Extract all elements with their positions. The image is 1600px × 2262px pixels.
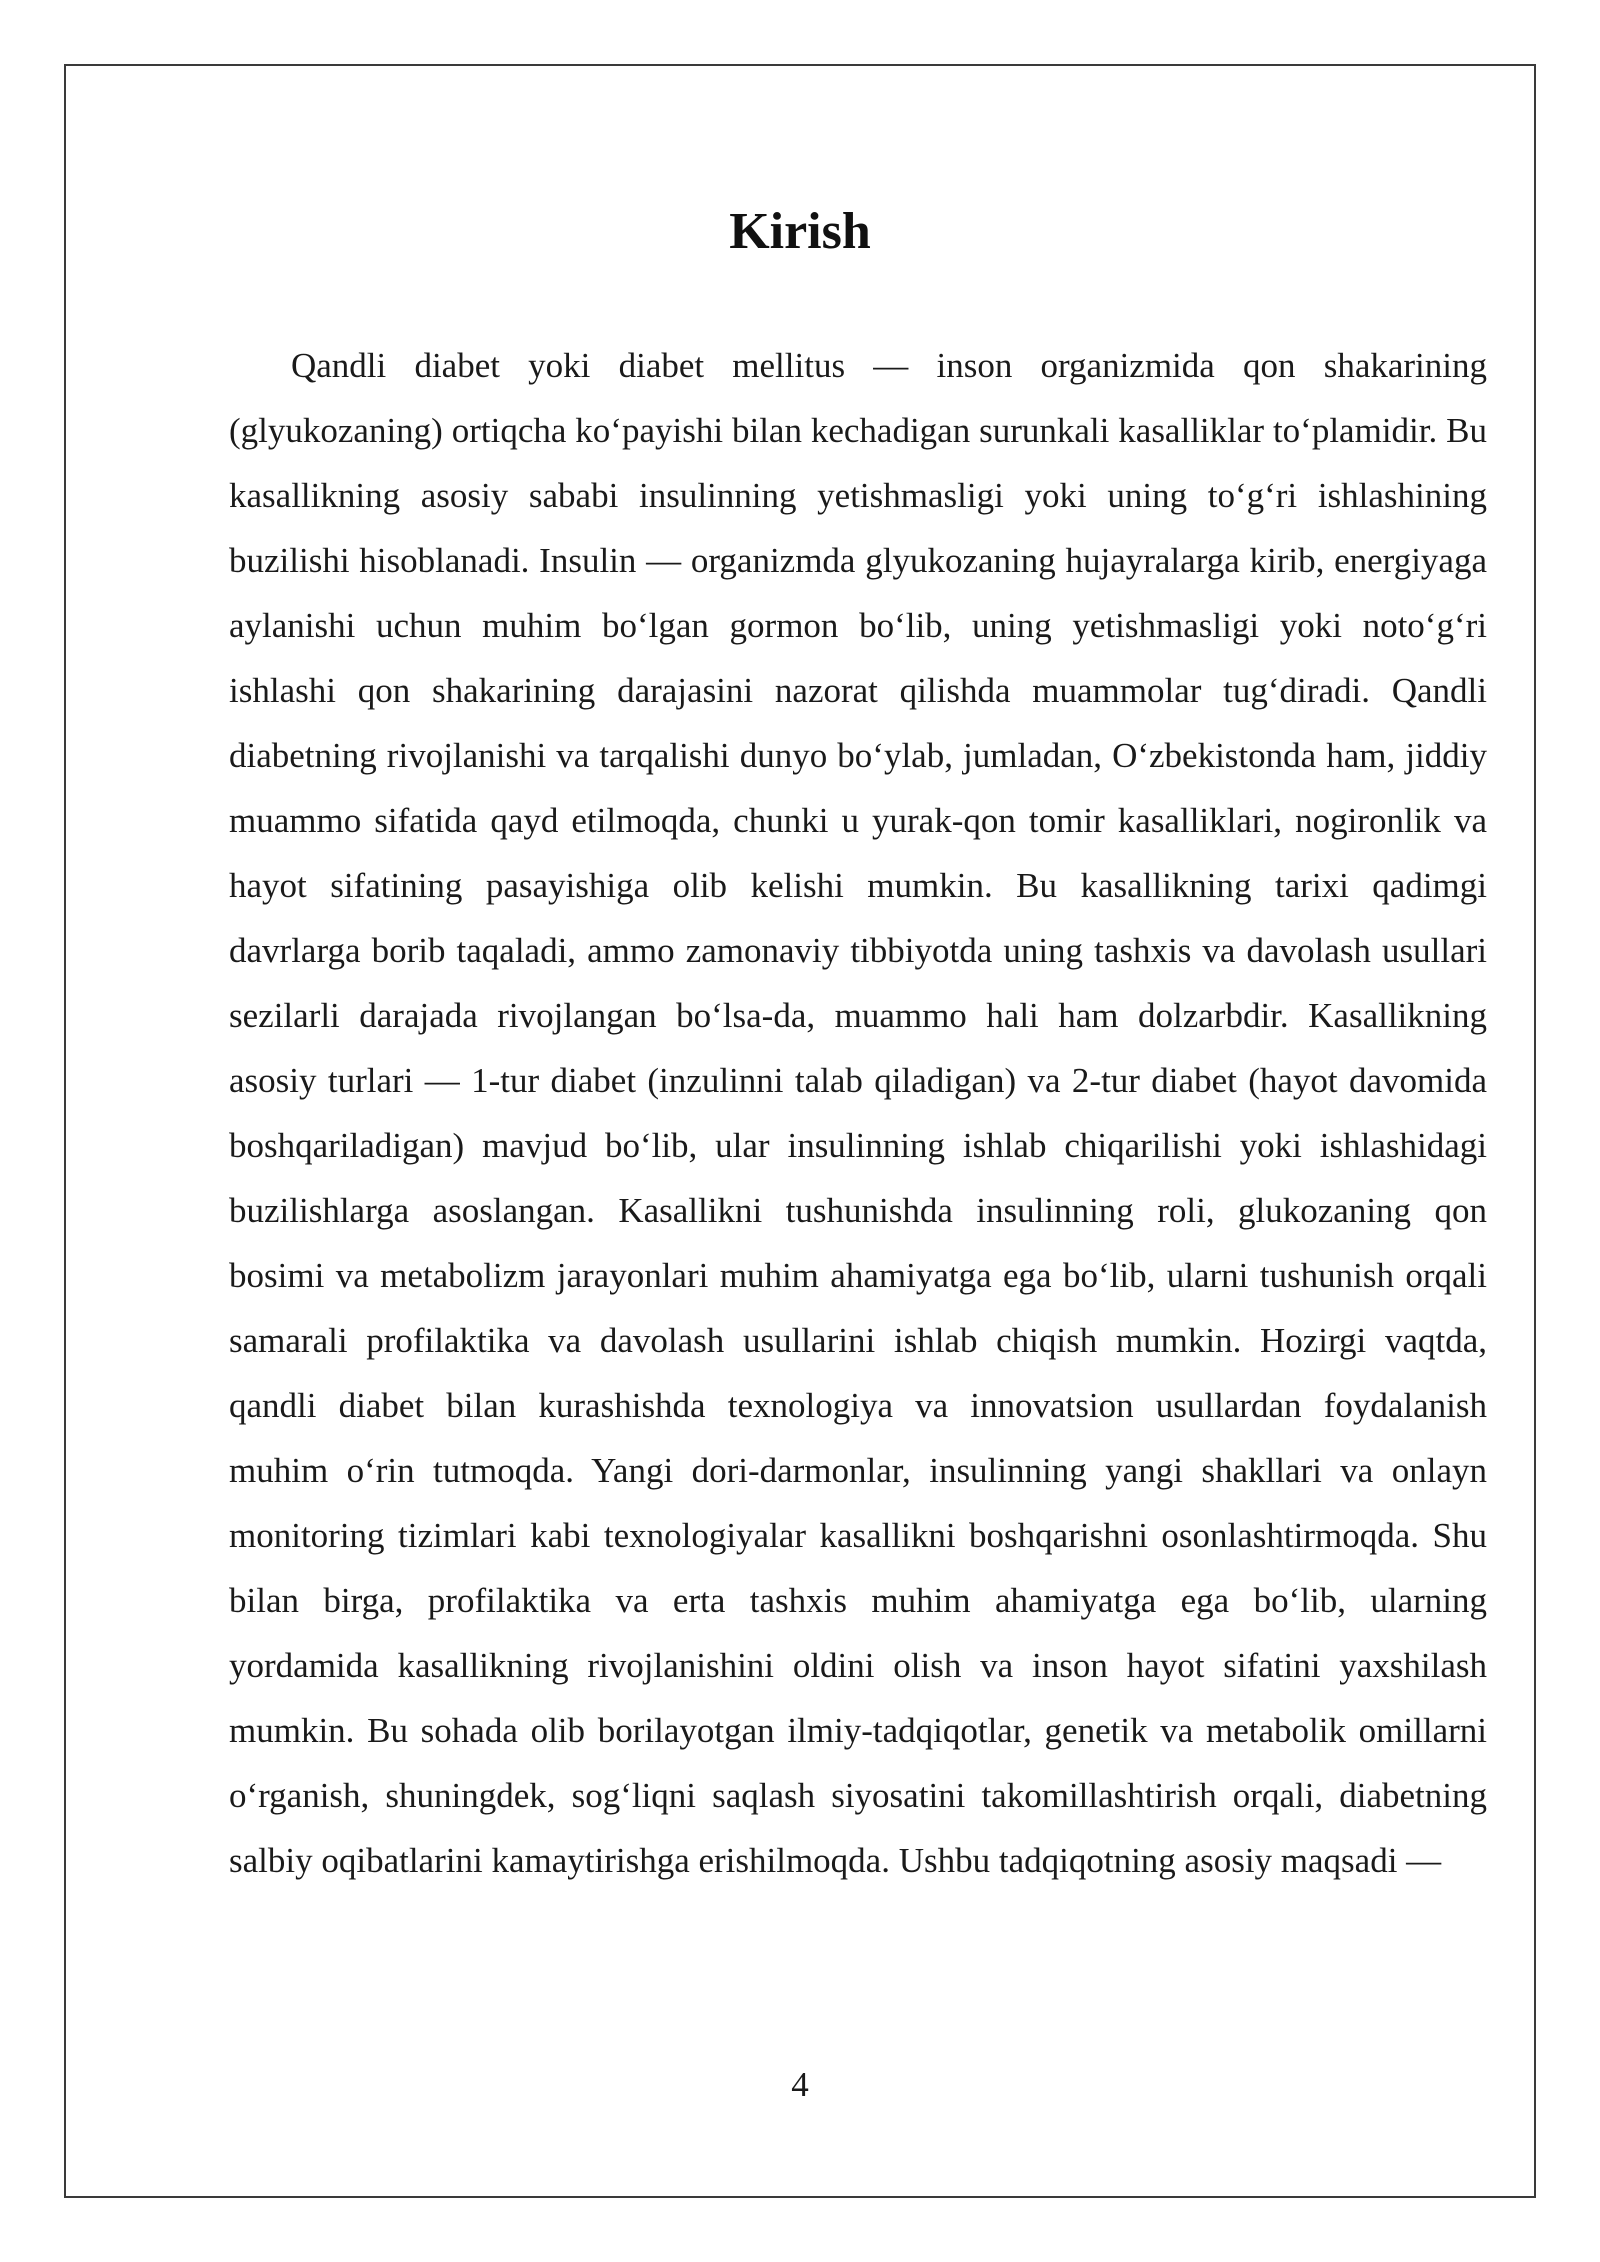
page-number: 4 xyxy=(791,2065,809,2104)
page-title: Kirish xyxy=(729,203,871,260)
body-paragraph: Qandli diabet yoki diabet mellitus — inson organizmida qon shakarining (glyukozaning) ortiqcha koʻpayishi bilan kechadigan surunkali kasalliklar toʻplamidir. Bu kasallikning asosiy sababi insulinning yetishmasligi yoki uning toʻgʻri ishlashining buzilishi hisoblanadi. Insulin — organizmda glyukozaning hujayralarga kirib, energiyaga aylanishi uchun muhim boʻlgan gormon boʻlib, uning yetishmasligi yoki notoʻgʻri ishlashi qon shakarining darajasini nazorat qilishda muammolar tugʻdiradi. Qandli diabetning rivojlanishi va tarqalishi dunyo boʻylab, jumladan, Oʻzbekistonda ham, jiddiy muammo sifatida qayd etilmoqda, chunki u yurak-qon tomir kasalliklari, nogironlik va hayot sifatining pasayishiga olib kelishi mumkin. Bu kasallikning tarixi qadimgi davrlarga borib taqaladi, ammo zamonaviy tibbiyotda uning tashxis va davolash usullari sezilarli darajada rivojlangan boʻlsa-da, muammo hali ham dolzarbdir. Kasallikning asosiy turlari — 1-tur diabet (inzulinni talab qiladigan) va 2-tur diabet (hayot davomida boshqariladigan) mavjud boʻlib, ular insulinning ishlab chiqarilishi yoki ishlashidagi buzilishlarga asoslangan. Kasallikni tushunishda insulinning roli, glukozaning qon bosimi va metabolizm jarayonlari muhim ahamiyatga ega boʻlib, ularni tushunish orqali samarali profilaktika va davolash usullarini ishlab chiqish mumkin. Hozirgi vaqtda, qandli diabet bilan kurashishda texnologiya va innovatsion usullardan foydalanish muhim oʻrin tutmoqda. Yangi dori-darmonlar, insulinning yangi shakllari va onlayn monitoring tizimlari kabi texnologiyalar kasallikni boshqarishni osonlashtirmoqda. Shu bilan birga, profilaktika va erta tashxis muhim ahamiyatga ega boʻlib, ularning yordamida kasallikning rivojlanishini oldini olish va inson hayot sifatini yaxshilash mumkin. Bu sohada olib borilayotgan ilmiy-tadqiqotlar, genetik va metabolik omillarni oʻrganish, shuningdek, sogʻliqni saqlash siyosatini takomillashtirish orqali, diabetning salbiy oqibatlarini kamaytirishga erishilmoqda. Ushbu tadqiqotning asosiy maqsadi — xyxy=(229,346,1487,1880)
